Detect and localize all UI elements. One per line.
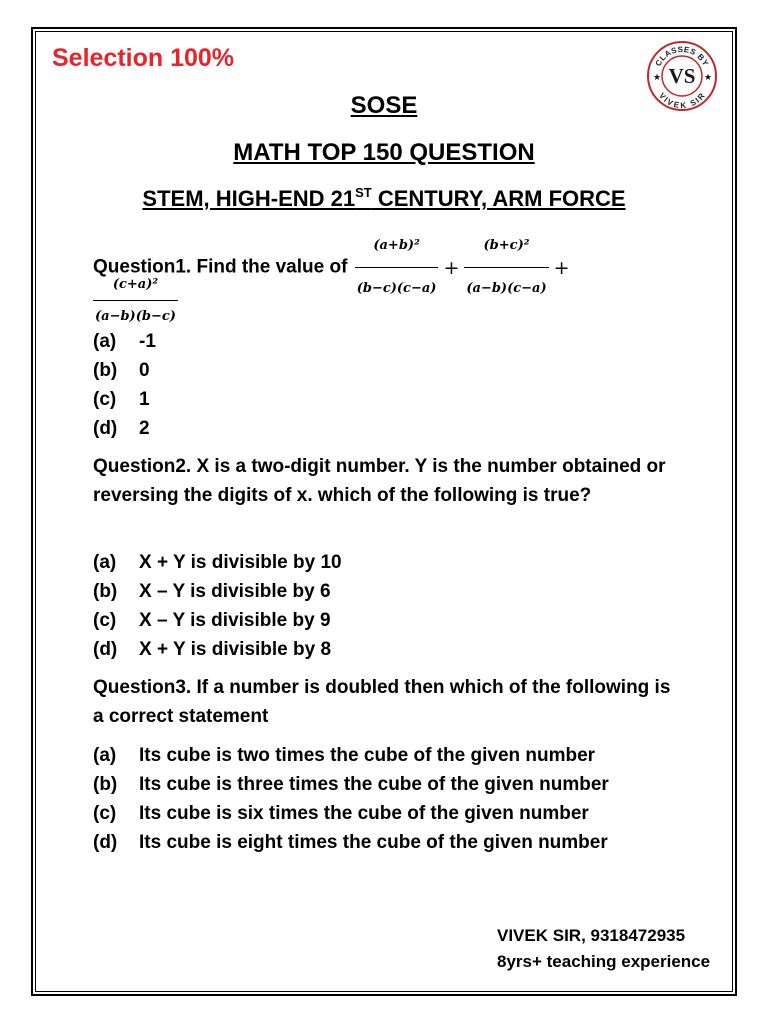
logo-bottom-text: VIVEK SIR — [657, 91, 707, 111]
footer-contact: VIVEK SIR, 9318472935 — [497, 926, 686, 945]
option — [93, 327, 156, 356]
option — [93, 414, 156, 443]
option — [93, 577, 342, 606]
option-label: (a) — [93, 745, 117, 766]
option-label: (c) — [93, 389, 117, 410]
option-label: (a) — [93, 552, 117, 573]
title-sose: SOSE — [350, 92, 418, 119]
option-text: 0 — [139, 360, 150, 381]
question-1-options — [93, 327, 156, 443]
selection-banner: Selection 100% — [52, 44, 235, 72]
option-text: X + Y is divisible by 10 — [139, 552, 342, 573]
option — [93, 799, 609, 828]
option-text: X + Y is divisible by 8 — [139, 639, 332, 660]
fraction-2-denominator: (a−b)(c−a) — [466, 281, 547, 296]
option — [93, 356, 156, 385]
plus-sign-2: + — [553, 256, 570, 279]
option — [93, 770, 609, 799]
fraction-1-numerator: (a+b)² — [355, 226, 439, 268]
title-stem-pre: STEM, HIGH-END 21 — [142, 186, 356, 211]
option-text: Its cube is two times the cube of the given number — [139, 745, 596, 766]
option — [93, 548, 342, 577]
option-label: (b) — [93, 581, 118, 602]
option-label: (d) — [93, 418, 118, 439]
question-2-text: Question2. X is a two-digit number. Y is the number obtained or reversing the digits of x. which of the following is true? — [93, 456, 666, 506]
option-label: (c) — [93, 803, 117, 824]
logo-mark: VS — [668, 64, 696, 88]
option-label: (d) — [93, 832, 118, 853]
fraction-3-denominator: (a−b)(b−c) — [95, 309, 176, 324]
logo-star-left-icon: ★ — [653, 72, 662, 82]
option-text: Its cube is three times the cube of the given number — [139, 774, 609, 795]
question-1-line-2 — [91, 270, 681, 331]
option-label: (b) — [93, 360, 118, 381]
question-3-text: Question3. If a number is doubled then which of the following is a correct statement — [93, 677, 671, 727]
fraction-3-numerator: (c+a)² — [93, 270, 178, 301]
option-text: Its cube is six times the cube of the given number — [139, 803, 589, 824]
logo-top-text: CLASSES BY — [653, 44, 711, 68]
plus-sign-1: + — [443, 256, 460, 279]
option — [93, 606, 342, 635]
option-text: 2 — [139, 418, 150, 439]
title-math-top-150: MATH TOP 150 QUESTION — [233, 139, 535, 166]
logo-star-right-icon: ★ — [704, 72, 713, 82]
option-label: (c) — [93, 610, 117, 631]
option — [93, 635, 342, 664]
option-text: 1 — [139, 389, 150, 410]
option — [93, 828, 609, 857]
question-3-options — [93, 741, 609, 857]
fraction-2-numerator: (b+c)² — [464, 226, 548, 268]
question-1-text: Question1. Find the value of — [93, 256, 348, 278]
fraction-1-denominator: (b−c)(c−a) — [356, 281, 437, 296]
footer-experience: 8yrs+ teaching experience — [497, 952, 711, 971]
option — [93, 741, 609, 770]
option-text: X – Y is divisible by 9 — [139, 610, 331, 631]
title-stem-post: CENTURY, ARM FORCE — [371, 186, 626, 211]
option-label: (d) — [93, 639, 118, 660]
fraction-3 — [93, 270, 178, 331]
option-text: -1 — [139, 331, 156, 352]
option-text: X – Y is divisible by 6 — [139, 581, 331, 602]
option-label: (a) — [93, 331, 117, 352]
option-text: Its cube is eight times the cube of the given number — [139, 832, 608, 853]
option — [93, 385, 156, 414]
option-label: (b) — [93, 774, 118, 795]
title-stem-line — [0, 185, 768, 212]
question-2-options — [93, 548, 342, 664]
title-stem-sup: ST — [355, 185, 372, 200]
